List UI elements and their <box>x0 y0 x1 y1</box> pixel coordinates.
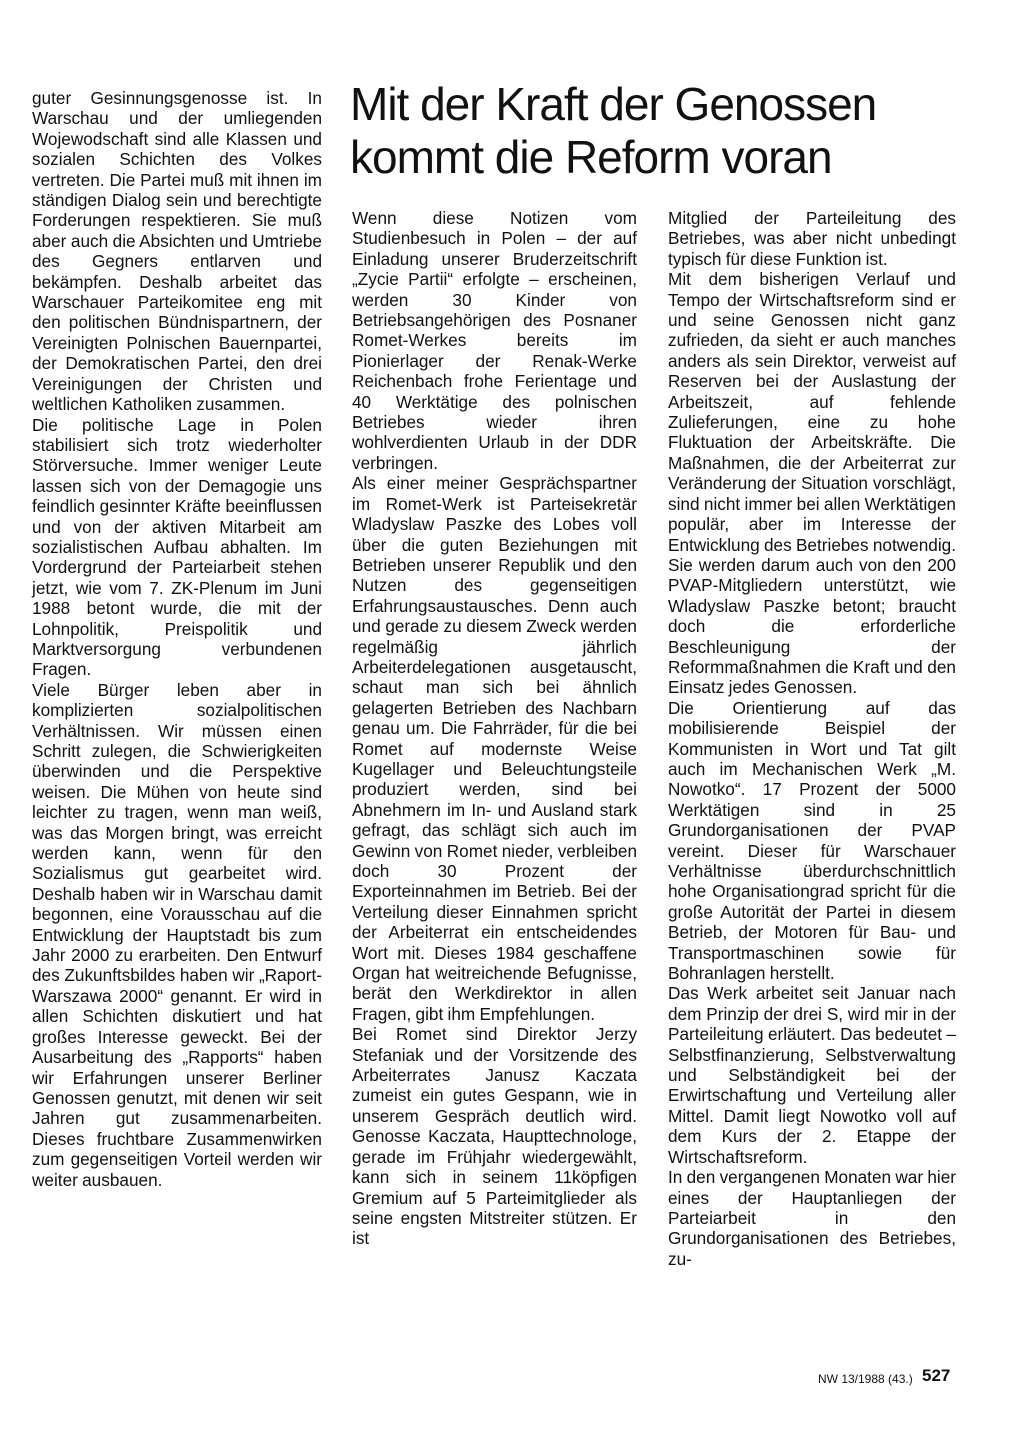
paragraph: Mitglied der Parteileitung des Betriebes, was aber nicht unbedingt typisch für diese Funktion ist. <box>668 208 956 269</box>
paragraph: Bei Romet sind Direktor Jerzy Stefaniak und der Vorsitzende des Arbeiterrates Janusz Kaczata zumeist ein gutes Gespann, wie in unserem Gespräch deutlich wird. Genosse Kaczata, Haupttechnologe, gerade im Frühjahr wiedergewählt, kann sich in seinem 11köpfigen Gremium auf 5 Parteimitglieder als seine engsten Mitstreiter stützen. Er ist <box>352 1024 637 1249</box>
paragraph: Wenn diese Notizen vom Studienbesuch in Polen – der auf Einladung unserer Bruderzeitschrift „Zycie Partii“ erfolgte – erscheinen, werden 30 Kinder von Betriebsangehörigen des Posnaner Romet-Werkes bereits im Pionierlager der Renak-Werke Reichenbach frohe Ferientage und 40 Werktätige des polnischen Betriebes wieder ihren wohlverdienten Urlaub in der DDR verbringen. <box>352 208 637 473</box>
paragraph: Die politische Lage in Polen stabilisiert sich trotz wiederholter Störversuche. Immer weniger Leute lassen sich von der Demagogie uns feindlich gesinnter Kräfte beeinflussen und von der aktiven Mitarbeit am sozialistischen Aufbau abhalten. Im Vordergrund der Parteiarbeit stehen jetzt, wie vom 7. ZK-Plenum im Juni 1988 betont wurde, die mit der Lohnpolitik, Preispolitik und Marktversorgung verbundenen Fragen. <box>32 414 322 680</box>
issue-reference: NW 13/1988 (43.) <box>818 1372 913 1386</box>
paragraph: In den vergangenen Monaten war hier eines der Hauptanliegen der Parteiarbeit in den Grundorganisationen des Betriebes, zu- <box>668 1167 956 1269</box>
paragraph: Viele Bürger leben aber in komplizierten sozialpolitischen Verhältnissen. Wir müssen einen Schritt zulegen, die Schwierigkeiten überwinden und die Perspektive weisen. Die Mühen von heute sind leichter zu tragen, wenn man weiß, was das Morgen bringt, was erreicht werden kann, wenn für den Sozialismus gut gearbeitet wird. Deshalb haben wir in Warschau damit begonnen, eine Vorausschau auf die Entwicklung der Hauptstadt bis zum Jahr 2000 zu erarbeiten. Den Entwurf des Zukunftsbildes haben wir „Raport-Warszawa 2000“ genannt. Er wird in allen Schichten diskutiert und hat großes Interesse geweckt. Bei der Ausarbeitung des „Rapports“ haben wir Erfahrungen unserer Berliner Genossen genutzt, mit denen wir seit Jahren gut zusammenarbeiten. Dieses fruchtbare Zusammenwirken zum gegenseitigen Vorteil werden wir weiter ausbauen. <box>32 679 322 1190</box>
paragraph: Als einer meiner Gesprächspartner im Romet-Werk ist Parteisekretär Wladyslaw Paszke des Lobes voll über die guten Beziehungen mit Betrieben unserer Republik und den Nutzen des gegenseitigen Erfahrungsaustausches. Denn auch und gerade zu diesem Zweck werden regelmäßig jährlich Arbeiterdelegationen ausgetauscht, schaut man sich bei ähnlich gelagerten Betrieben des Nachbarn genau um. Die Fahrräder, für die bei Romet auf modernste Weise Kugellager und Beleuchtungsteile produziert werden, sind bei Abnehmern im In- und Ausland stark gefragt, das schlägt sich auch im Gewinn von Romet nieder, verbleiben doch 30 Prozent der Exporteinnahmen im Betrieb. Bei der Verteilung dieser Einnahmen spricht der Arbeiterrat ein entscheidendes Wort mit. Dieses 1984 geschaffene Organ hat weitreichende Befugnisse, berät den Werkdirektor in allen Fragen, gibt ihm Empfehlungen. <box>352 473 637 1024</box>
paragraph: Mit dem bisherigen Verlauf und Tempo der Wirtschaftsreform sind er und seine Genossen nicht ganz zufrieden, da sieht er auch manches anders als sein Direktor, verweist auf Reserven bei der Auslastung der Arbeitszeit, auf fehlende Zulieferungen, eine zu hohe Fluktuation der Arbeitskräfte. Die Maßnahmen, die der Arbeiterrat zur Veränderung der Situation vorschlägt, sind nicht immer bei allen Werktätigen populär, aber im Interesse der Entwicklung des Betriebes notwendig. Sie werden darum auch von den 200 PVAP-Mitgliedern unterstützt, wie Wladyslaw Paszke betont; braucht doch die erforderliche Beschleunigung der Reformmaßnahmen die Kraft und den Einsatz jedes Genossen. <box>668 269 956 698</box>
article-column-right <box>668 208 956 1269</box>
article-column-middle <box>352 208 637 1249</box>
paragraph: Die Orientierung auf das mobilisierende Beispiel der Kommunisten in Wort und Tat gilt auch im Mechanischen Werk „M. Nowotko“. 17 Prozent der 5000 Werktätigen sind in 25 Grundorganisationen der PVAP vereint. Dieser für Warschauer Verhältnisse überdurchschnittlich hohe Organisationgrad spricht für die große Autorität der Partei in diesem Betrieb, der Motoren für Bau- und Transportmaschinen sowie für Bohranlagen herstellt. <box>668 697 956 984</box>
article-column-left <box>32 88 322 1190</box>
paragraph: guter Gesinnungsgenosse ist. In Warschau und der umliegenden Wojewodschaft sind alle Klassen und sozialen Schichten des Volkes vertreten. Die Partei muß mit ihnen im ständigen Dialog sein und berechtigte Forderungen respektieren. Sie muß aber auch die Absichten und Umtriebe des Gegners entlarven und bekämpfen. Deshalb arbeitet das Warschauer Parteikomitee eng mit den politischen Bündnispartnern, der Vereinigten Polnischen Bauernpartei, der Demokratischen Partei, den drei Vereinigungen der Christen und weltlichen Katholiken zusammen. <box>32 88 322 415</box>
paragraph: Das Werk arbeitet seit Januar nach dem Prinzip der drei S, wird mir in der Parteileitung erläutert. Das bedeutet – Selbstfinanzierung, Selbstverwaltung und Selbständigkeit bei der Erwirtschaftung und Verteilung aller Mittel. Damit liegt Nowotko voll auf dem Kurs der 2. Etappe der Wirtschaftsreform. <box>668 983 956 1167</box>
article-headline: Mit der Kraft der Genossen kommt die Reform voran <box>350 78 877 183</box>
page-number: 527 <box>922 1366 951 1385</box>
